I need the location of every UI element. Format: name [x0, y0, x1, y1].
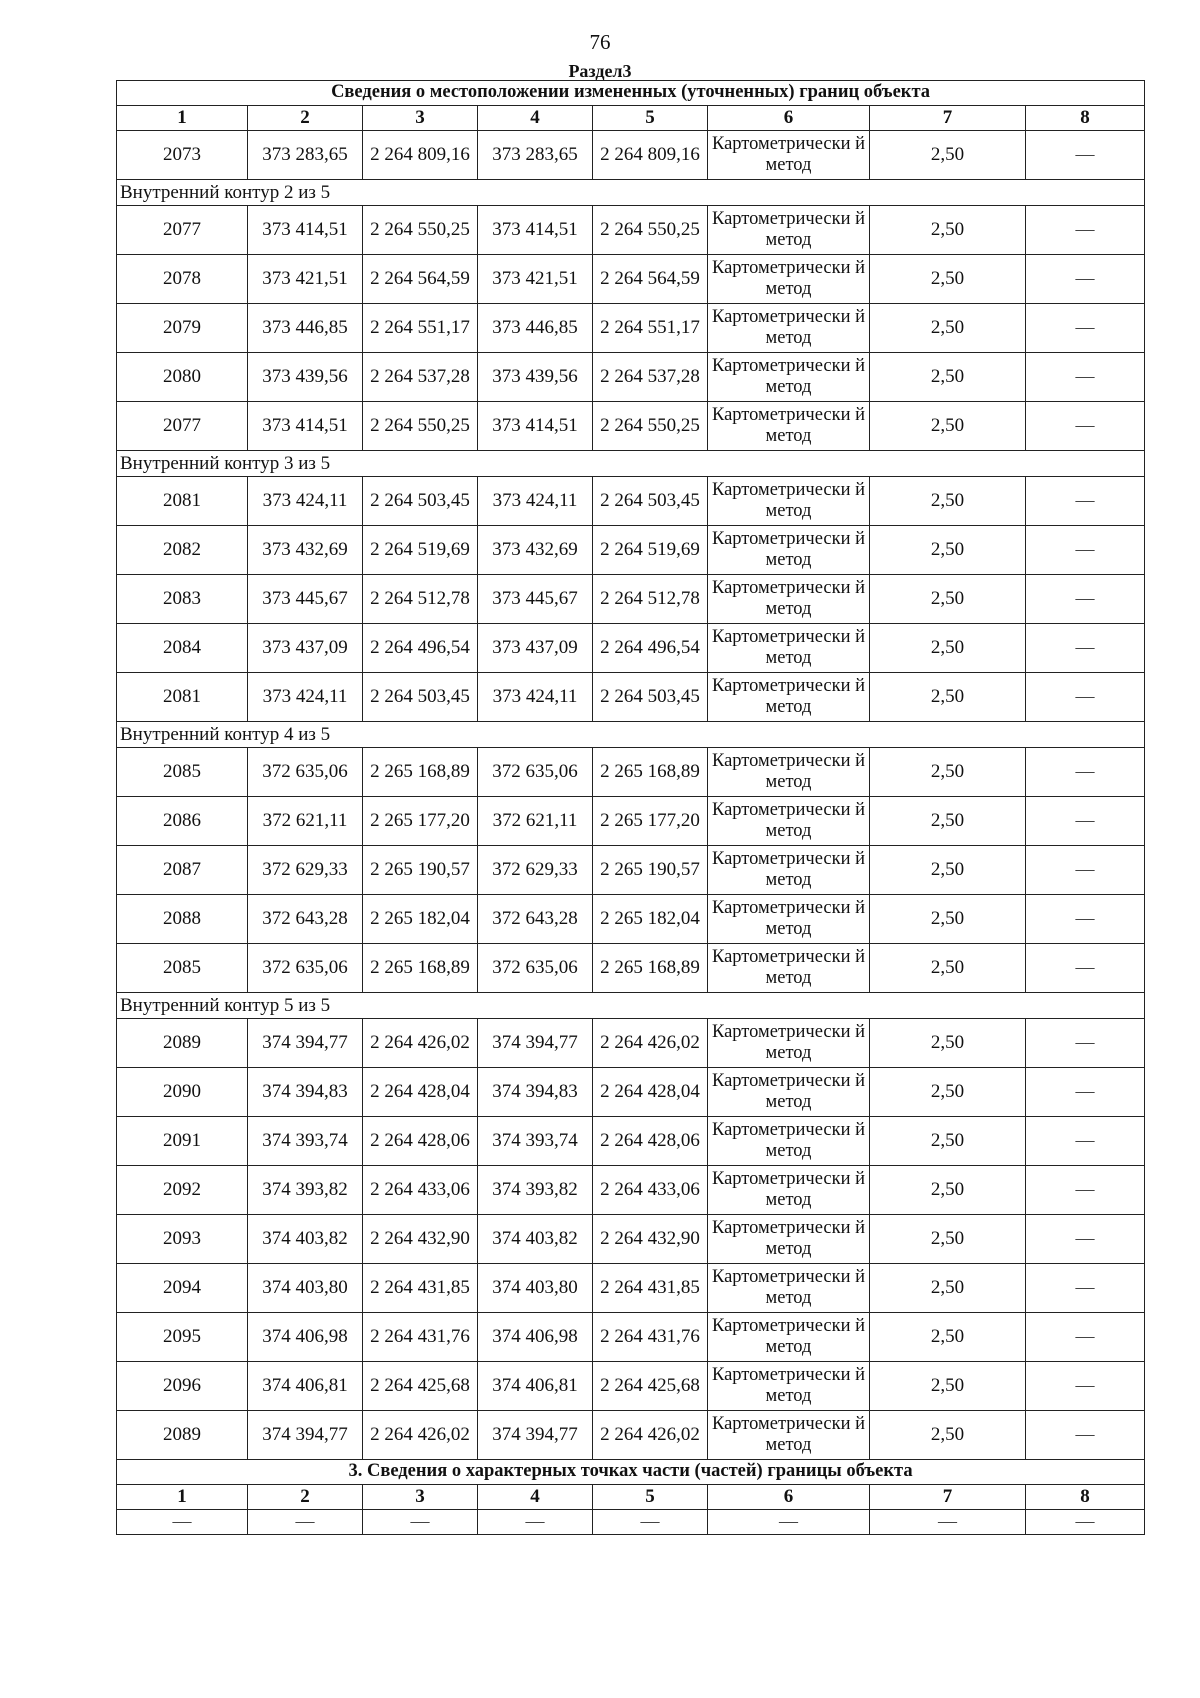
- cell-y-new: 2 264 512,78: [593, 575, 708, 624]
- section3-title-row: [117, 1460, 1145, 1485]
- cell-x-old: 374 394,77: [248, 1411, 363, 1460]
- cell-note: —: [1026, 477, 1145, 526]
- cell-method: Картометрически й метод: [708, 748, 870, 797]
- cell-point-number: 2085: [117, 748, 248, 797]
- contour-header-row: [117, 451, 1145, 477]
- cell-y-new: 2 265 190,57: [593, 846, 708, 895]
- cell-x-old: 373 424,11: [248, 477, 363, 526]
- cell-note: —: [1026, 748, 1145, 797]
- cell-method: Картометрически й метод: [708, 1215, 870, 1264]
- cell-x-old: 373 421,51: [248, 255, 363, 304]
- cell-x-new: 374 393,82: [478, 1166, 593, 1215]
- table-row: [117, 477, 1145, 526]
- cell-note: —: [1026, 255, 1145, 304]
- cell-accuracy: 2,50: [870, 255, 1026, 304]
- page-number: 76: [589, 30, 611, 54]
- cell-point-number: 2089: [117, 1411, 248, 1460]
- cell-x-new: 372 635,06: [478, 944, 593, 993]
- column-header-8: 8: [1026, 106, 1145, 131]
- cell-note: —: [1026, 1068, 1145, 1117]
- cell-note: —: [1026, 1019, 1145, 1068]
- cell-y-new: 2 265 182,04: [593, 895, 708, 944]
- cell-point-number: 2081: [117, 477, 248, 526]
- cell-y-new: 2 264 425,68: [593, 1362, 708, 1411]
- cell-x-new: 372 643,28: [478, 895, 593, 944]
- cell-x-new: 373 421,51: [478, 255, 593, 304]
- cell-x-old: 373 414,51: [248, 206, 363, 255]
- cell-point-number: 2088: [117, 895, 248, 944]
- cell-x-old: 374 393,82: [248, 1166, 363, 1215]
- cell-note: —: [1026, 402, 1145, 451]
- column-header-2: 2: [248, 106, 363, 131]
- cell-x-old: 373 446,85: [248, 304, 363, 353]
- cell-method: Картометрически й метод: [708, 353, 870, 402]
- cell-method: Картометрически й метод: [708, 1411, 870, 1460]
- cell-point-number: 2089: [117, 1019, 248, 1068]
- cell-point-number: 2080: [117, 353, 248, 402]
- cell-point-number: 2087: [117, 846, 248, 895]
- cell-x-new: 374 403,80: [478, 1264, 593, 1313]
- cell-point-number: 2078: [117, 255, 248, 304]
- cell-note: —: [1026, 673, 1145, 722]
- cell-x-new: 374 403,82: [478, 1215, 593, 1264]
- cell-note: —: [1026, 846, 1145, 895]
- section3-cell-x-old: —: [248, 1510, 363, 1535]
- contour-label: Внутренний контур 4 из 5: [117, 722, 1145, 748]
- cell-method: Картометрически й метод: [708, 1362, 870, 1411]
- cell-accuracy: 2,50: [870, 944, 1026, 993]
- cell-y-new: 2 264 428,06: [593, 1117, 708, 1166]
- cell-point-number: 2096: [117, 1362, 248, 1411]
- cell-note: —: [1026, 353, 1145, 402]
- cell-method: Картометрически й метод: [708, 526, 870, 575]
- table-row: [117, 402, 1145, 451]
- cell-accuracy: 2,50: [870, 477, 1026, 526]
- column-header-8: 8: [1026, 1485, 1145, 1510]
- cell-method: Картометрически й метод: [708, 1068, 870, 1117]
- cell-accuracy: 2,50: [870, 1068, 1026, 1117]
- cell-point-number: 2094: [117, 1264, 248, 1313]
- cell-accuracy: 2,50: [870, 1313, 1026, 1362]
- cell-method: Картометрически й метод: [708, 575, 870, 624]
- cell-point-number: 2077: [117, 402, 248, 451]
- cell-x-old: 372 629,33: [248, 846, 363, 895]
- cell-x-new: 373 439,56: [478, 353, 593, 402]
- cell-y-old: 2 264 426,02: [363, 1019, 478, 1068]
- cell-accuracy: 2,50: [870, 1166, 1026, 1215]
- cell-x-old: 372 643,28: [248, 895, 363, 944]
- section3-cell-y-old: —: [363, 1510, 478, 1535]
- column-header-5: 5: [593, 106, 708, 131]
- section3-column-header-row: [117, 1485, 1145, 1510]
- cell-y-old: 2 264 433,06: [363, 1166, 478, 1215]
- column-header-3: 3: [363, 1485, 478, 1510]
- table-row: [117, 673, 1145, 722]
- column-header-4: 4: [478, 1485, 593, 1510]
- cell-x-old: 372 635,06: [248, 748, 363, 797]
- cell-method: Картометрически й метод: [708, 944, 870, 993]
- cell-y-new: 2 264 431,76: [593, 1313, 708, 1362]
- cell-x-old: 373 432,69: [248, 526, 363, 575]
- cell-x-old: 373 445,67: [248, 575, 363, 624]
- cell-y-old: 2 264 432,90: [363, 1215, 478, 1264]
- cell-x-old: 374 394,77: [248, 1019, 363, 1068]
- cell-y-old: 2 264 431,76: [363, 1313, 478, 1362]
- cell-method: Картометрически й метод: [708, 1117, 870, 1166]
- contour-header-row: [117, 180, 1145, 206]
- cell-method: Картометрически й метод: [708, 624, 870, 673]
- table-row: [117, 353, 1145, 402]
- cell-point-number: 2092: [117, 1166, 248, 1215]
- cell-y-old: 2 264 428,06: [363, 1117, 478, 1166]
- table-row: [117, 846, 1145, 895]
- cell-accuracy: 2,50: [870, 304, 1026, 353]
- cell-accuracy: 2,50: [870, 846, 1026, 895]
- cell-note: —: [1026, 944, 1145, 993]
- cell-y-old: 2 264 551,17: [363, 304, 478, 353]
- table-row: [117, 624, 1145, 673]
- cell-y-old: 2 264 512,78: [363, 575, 478, 624]
- cell-accuracy: 2,50: [870, 1411, 1026, 1460]
- table-row: [117, 1264, 1145, 1313]
- column-header-3: 3: [363, 106, 478, 131]
- cell-point-number: 2083: [117, 575, 248, 624]
- cell-x-new: 372 629,33: [478, 846, 593, 895]
- cell-accuracy: 2,50: [870, 131, 1026, 180]
- cell-y-old: 2 265 190,57: [363, 846, 478, 895]
- cell-x-new: 374 394,77: [478, 1411, 593, 1460]
- contour-label: Внутренний контур 3 из 5: [117, 451, 1145, 477]
- cell-x-old: 374 403,82: [248, 1215, 363, 1264]
- contour-label: Внутренний контур 5 из 5: [117, 993, 1145, 1019]
- column-header-6: 6: [708, 1485, 870, 1510]
- cell-y-new: 2 264 503,45: [593, 477, 708, 526]
- cell-y-new: 2 265 168,89: [593, 748, 708, 797]
- cell-x-new: 374 406,98: [478, 1313, 593, 1362]
- cell-point-number: 2082: [117, 526, 248, 575]
- cell-method: Картометрически й метод: [708, 1264, 870, 1313]
- cell-note: —: [1026, 1362, 1145, 1411]
- cell-x-new: 373 432,69: [478, 526, 593, 575]
- cell-method: Картометрически й метод: [708, 1019, 870, 1068]
- cell-accuracy: 2,50: [870, 206, 1026, 255]
- cell-accuracy: 2,50: [870, 673, 1026, 722]
- table-row: [117, 526, 1145, 575]
- cell-y-old: 2 264 428,04: [363, 1068, 478, 1117]
- table-row: [117, 797, 1145, 846]
- cell-accuracy: 2,50: [870, 1215, 1026, 1264]
- column-header-6: 6: [708, 106, 870, 131]
- cell-accuracy: 2,50: [870, 797, 1026, 846]
- table-row: [117, 304, 1145, 353]
- section3-cell-y-new: —: [593, 1510, 708, 1535]
- cell-x-old: 372 635,06: [248, 944, 363, 993]
- section3-cell-method: —: [708, 1510, 870, 1535]
- column-header-5: 5: [593, 1485, 708, 1510]
- table-row: [117, 1215, 1145, 1264]
- cell-point-number: 2091: [117, 1117, 248, 1166]
- section3-cell-point-number: —: [117, 1510, 248, 1535]
- cell-y-old: 2 264 537,28: [363, 353, 478, 402]
- cell-y-old: 2 264 564,59: [363, 255, 478, 304]
- cell-note: —: [1026, 797, 1145, 846]
- cell-y-old: 2 264 809,16: [363, 131, 478, 180]
- cell-y-new: 2 264 550,25: [593, 402, 708, 451]
- column-header-row: [117, 106, 1145, 131]
- cell-y-old: 2 265 177,20: [363, 797, 478, 846]
- cell-y-old: 2 264 426,02: [363, 1411, 478, 1460]
- cell-method: Картометрически й метод: [708, 846, 870, 895]
- cell-x-old: 373 283,65: [248, 131, 363, 180]
- table-row: [117, 1019, 1145, 1068]
- cell-y-old: 2 265 168,89: [363, 748, 478, 797]
- cell-method: Картометрически й метод: [708, 673, 870, 722]
- table-row: [117, 1313, 1145, 1362]
- cell-x-new: 373 414,51: [478, 206, 593, 255]
- cell-x-new: 372 635,06: [478, 748, 593, 797]
- cell-note: —: [1026, 1264, 1145, 1313]
- table-row: [117, 1411, 1145, 1460]
- cell-y-new: 2 264 431,85: [593, 1264, 708, 1313]
- cell-x-new: 374 406,81: [478, 1362, 593, 1411]
- column-header-7: 7: [870, 1485, 1026, 1510]
- cell-x-new: 372 621,11: [478, 797, 593, 846]
- table-row: [117, 1117, 1145, 1166]
- cell-method: Картометрически й метод: [708, 477, 870, 526]
- cell-method: Картометрически й метод: [708, 206, 870, 255]
- contour-header-row: [117, 722, 1145, 748]
- section3-table-row: [117, 1510, 1145, 1535]
- table-row: [117, 131, 1145, 180]
- table-row: [117, 206, 1145, 255]
- cell-method: Картометрически й метод: [708, 255, 870, 304]
- cell-x-old: 372 621,11: [248, 797, 363, 846]
- cell-y-old: 2 264 519,69: [363, 526, 478, 575]
- table-row: [117, 1166, 1145, 1215]
- cell-accuracy: 2,50: [870, 353, 1026, 402]
- cell-y-old: 2 265 182,04: [363, 895, 478, 944]
- cell-point-number: 2081: [117, 673, 248, 722]
- cell-x-old: 374 393,74: [248, 1117, 363, 1166]
- cell-x-old: 373 424,11: [248, 673, 363, 722]
- cell-y-new: 2 264 550,25: [593, 206, 708, 255]
- cell-x-old: 374 406,81: [248, 1362, 363, 1411]
- section3-cell-x-new: —: [478, 1510, 593, 1535]
- cell-y-new: 2 264 551,17: [593, 304, 708, 353]
- cell-x-old: 373 437,09: [248, 624, 363, 673]
- cell-note: —: [1026, 1215, 1145, 1264]
- cell-method: Картометрически й метод: [708, 402, 870, 451]
- section-label: Раздел3: [568, 61, 632, 81]
- cell-point-number: 2073: [117, 131, 248, 180]
- boundary-table-body: [117, 81, 1145, 1535]
- cell-note: —: [1026, 526, 1145, 575]
- cell-y-old: 2 264 496,54: [363, 624, 478, 673]
- cell-x-new: 373 424,11: [478, 673, 593, 722]
- cell-accuracy: 2,50: [870, 895, 1026, 944]
- cell-y-old: 2 264 550,25: [363, 206, 478, 255]
- cell-note: —: [1026, 1411, 1145, 1460]
- cell-x-old: 374 406,98: [248, 1313, 363, 1362]
- cell-x-new: 374 394,83: [478, 1068, 593, 1117]
- cell-x-new: 373 445,67: [478, 575, 593, 624]
- cell-x-old: 374 403,80: [248, 1264, 363, 1313]
- contour-label: Внутренний контур 2 из 5: [117, 180, 1145, 206]
- cell-y-new: 2 264 496,54: [593, 624, 708, 673]
- cell-x-new: 373 424,11: [478, 477, 593, 526]
- column-header-2: 2: [248, 1485, 363, 1510]
- cell-point-number: 2093: [117, 1215, 248, 1264]
- cell-method: Картометрически й метод: [708, 895, 870, 944]
- cell-y-new: 2 264 537,28: [593, 353, 708, 402]
- cell-method: Картометрически й метод: [708, 131, 870, 180]
- cell-accuracy: 2,50: [870, 526, 1026, 575]
- cell-note: —: [1026, 206, 1145, 255]
- table-row: [117, 255, 1145, 304]
- boundary-table: [116, 80, 1145, 1535]
- table-row: [117, 1362, 1145, 1411]
- cell-note: —: [1026, 1117, 1145, 1166]
- cell-y-old: 2 265 168,89: [363, 944, 478, 993]
- cell-accuracy: 2,50: [870, 1019, 1026, 1068]
- cell-point-number: 2084: [117, 624, 248, 673]
- cell-note: —: [1026, 624, 1145, 673]
- cell-accuracy: 2,50: [870, 1117, 1026, 1166]
- cell-accuracy: 2,50: [870, 1264, 1026, 1313]
- table-row: [117, 1068, 1145, 1117]
- section3-title: 3. Сведения о характерных точках части (частей) границы объекта: [117, 1460, 1145, 1485]
- cell-y-new: 2 265 168,89: [593, 944, 708, 993]
- cell-x-new: 373 283,65: [478, 131, 593, 180]
- cell-accuracy: 2,50: [870, 1362, 1026, 1411]
- cell-y-new: 2 264 428,04: [593, 1068, 708, 1117]
- cell-method: Картометрически й метод: [708, 1166, 870, 1215]
- cell-point-number: 2090: [117, 1068, 248, 1117]
- cell-point-number: 2095: [117, 1313, 248, 1362]
- cell-point-number: 2086: [117, 797, 248, 846]
- cell-note: —: [1026, 1313, 1145, 1362]
- cell-x-old: 373 439,56: [248, 353, 363, 402]
- cell-y-new: 2 264 503,45: [593, 673, 708, 722]
- cell-y-new: 2 265 177,20: [593, 797, 708, 846]
- cell-method: Картометрически й метод: [708, 1313, 870, 1362]
- cell-y-old: 2 264 550,25: [363, 402, 478, 451]
- cell-x-new: 373 414,51: [478, 402, 593, 451]
- cell-method: Картометрически й метод: [708, 304, 870, 353]
- cell-x-new: 374 393,74: [478, 1117, 593, 1166]
- cell-y-new: 2 264 426,02: [593, 1411, 708, 1460]
- cell-point-number: 2077: [117, 206, 248, 255]
- cell-y-new: 2 264 432,90: [593, 1215, 708, 1264]
- cell-note: —: [1026, 575, 1145, 624]
- column-header-1: 1: [117, 1485, 248, 1510]
- table-row: [117, 944, 1145, 993]
- cell-y-new: 2 264 564,59: [593, 255, 708, 304]
- cell-accuracy: 2,50: [870, 575, 1026, 624]
- table-title: Сведения о местоположении измененных (уточненных) границ объекта: [117, 81, 1145, 106]
- cell-x-new: 373 446,85: [478, 304, 593, 353]
- table-title-row: [117, 81, 1145, 106]
- cell-accuracy: 2,50: [870, 624, 1026, 673]
- column-header-1: 1: [117, 106, 248, 131]
- section3-cell-note: —: [1026, 1510, 1145, 1535]
- cell-y-new: 2 264 426,02: [593, 1019, 708, 1068]
- cell-x-old: 373 414,51: [248, 402, 363, 451]
- cell-accuracy: 2,50: [870, 402, 1026, 451]
- cell-note: —: [1026, 304, 1145, 353]
- cell-method: Картометрически й метод: [708, 797, 870, 846]
- table-row: [117, 748, 1145, 797]
- table-row: [117, 575, 1145, 624]
- cell-x-new: 373 437,09: [478, 624, 593, 673]
- cell-accuracy: 2,50: [870, 748, 1026, 797]
- column-header-7: 7: [870, 106, 1026, 131]
- cell-point-number: 2085: [117, 944, 248, 993]
- contour-header-row: [117, 993, 1145, 1019]
- table-row: [117, 895, 1145, 944]
- cell-note: —: [1026, 131, 1145, 180]
- cell-y-old: 2 264 503,45: [363, 477, 478, 526]
- cell-note: —: [1026, 1166, 1145, 1215]
- cell-x-old: 374 394,83: [248, 1068, 363, 1117]
- cell-y-old: 2 264 503,45: [363, 673, 478, 722]
- cell-point-number: 2079: [117, 304, 248, 353]
- cell-y-new: 2 264 809,16: [593, 131, 708, 180]
- column-header-4: 4: [478, 106, 593, 131]
- cell-y-new: 2 264 433,06: [593, 1166, 708, 1215]
- cell-note: —: [1026, 895, 1145, 944]
- cell-y-old: 2 264 431,85: [363, 1264, 478, 1313]
- cell-x-new: 374 394,77: [478, 1019, 593, 1068]
- section3-cell-accuracy: —: [870, 1510, 1026, 1535]
- cell-y-new: 2 264 519,69: [593, 526, 708, 575]
- cell-y-old: 2 264 425,68: [363, 1362, 478, 1411]
